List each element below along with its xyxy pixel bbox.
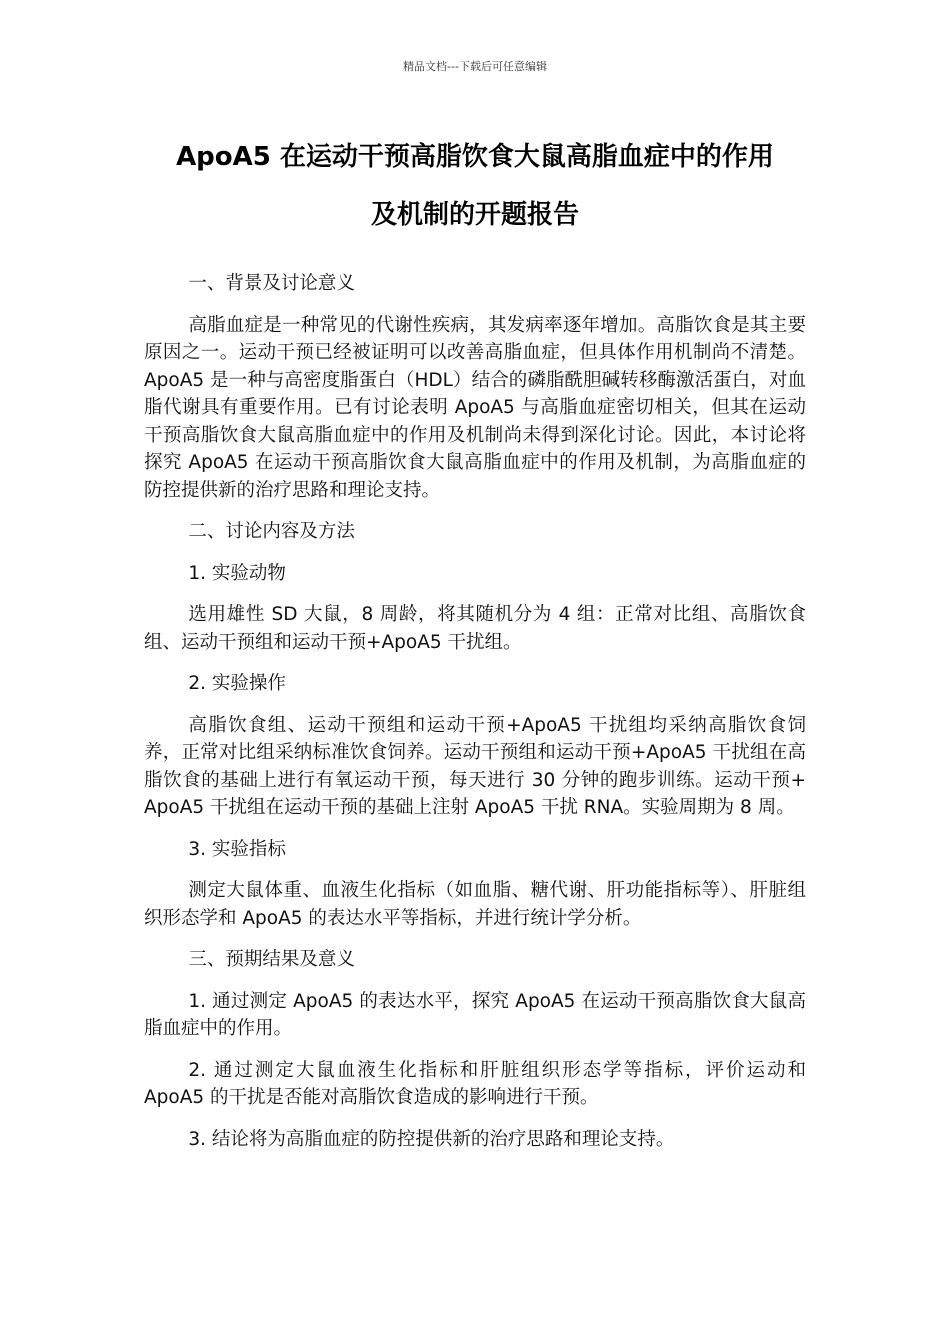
paragraph-indicators: 测定大鼠体重、血液生化指标（如血脂、糖代谢、肝功能指标等）、肝脏组织形态学和 ApoA5 的表达水平等指标，并进行统计学分析。 [144, 880, 806, 929]
document-title [130, 128, 820, 244]
document-body [144, 270, 806, 1167]
paragraph-procedure: 高脂饮食组、运动干预组和运动干预+ApoA5 干扰组均采纳高脂饮食饲养，正常对比组采纳标准饮食饲养。运动干预组和运动干预+ApoA5 干扰组在高脂饮食的基础上进行有氧运动干预，每天进行 30 分钟的跑步训练。运动干预+ ApoA5 干扰组在运动干预的基础上注射 ApoA5 干扰 RNA。实验周期为 8 周。 [144, 714, 806, 818]
expected-result-item-2: 2. 通过测定大鼠血液生化指标和肝脏组织形态学等指标，评价运动和 ApoA5 的干扰是否能对高脂饮食造成的影响进行干预。 [144, 1059, 806, 1108]
section-heading-methods: 二、讨论内容及方法 [188, 521, 355, 542]
paragraph-background: 高脂血症是一种常见的代谢性疾病，其发病率逐年增加。高脂饮食是其主要原因之一。运动干预已经被证明可以改善高脂血症，但具体作用机制尚不清楚。ApoA5 是一种与高密度脂蛋白（HDL）结合的磷脂酰胆碱转移酶激活蛋白，对血脂代谢具有重要作用。已有讨论表明 ApoA5 与高脂血症密切相关，但其在运动干预高脂饮食大鼠高脂血症中的作用及机制尚未得到深化讨论。因此，本讨论将探究 ApoA5 在运动干预高脂饮食大鼠高脂血症中的作用及机制，为高脂血症的防控提供新的治疗思路和理论支持。 [144, 314, 806, 501]
section-heading-background: 一、背景及讨论意义 [188, 273, 355, 294]
title-line-1: ApoA5 在运动干预高脂饮食大鼠高脂血症中的作用 [176, 142, 774, 172]
title-line-2: 及机制的开题报告 [370, 200, 579, 230]
subheading-indicators: 3. 实验指标 [188, 838, 286, 860]
section-heading-expected-results: 三、预期结果及意义 [188, 949, 355, 970]
expected-result-item-1: 1. 通过测定 ApoA5 的表达水平，探究 ApoA5 在运动干预高脂饮食大鼠高脂血症中的作用。 [144, 990, 806, 1039]
paragraph-animals: 选用雄性 SD 大鼠，8 周龄，将其随机分为 4 组：正常对比组、高脂饮食组、运动干预组和运动干预+ApoA5 干扰组。 [144, 604, 806, 653]
subheading-procedure: 2. 实验操作 [188, 673, 286, 694]
subheading-animals: 1. 实验动物 [188, 562, 286, 584]
expected-result-item-3: 3. 结论将为高脂血症的防控提供新的治疗思路和理论支持。 [188, 1128, 675, 1150]
header-note: 精品文档---下载后可任意编辑 [403, 60, 547, 73]
